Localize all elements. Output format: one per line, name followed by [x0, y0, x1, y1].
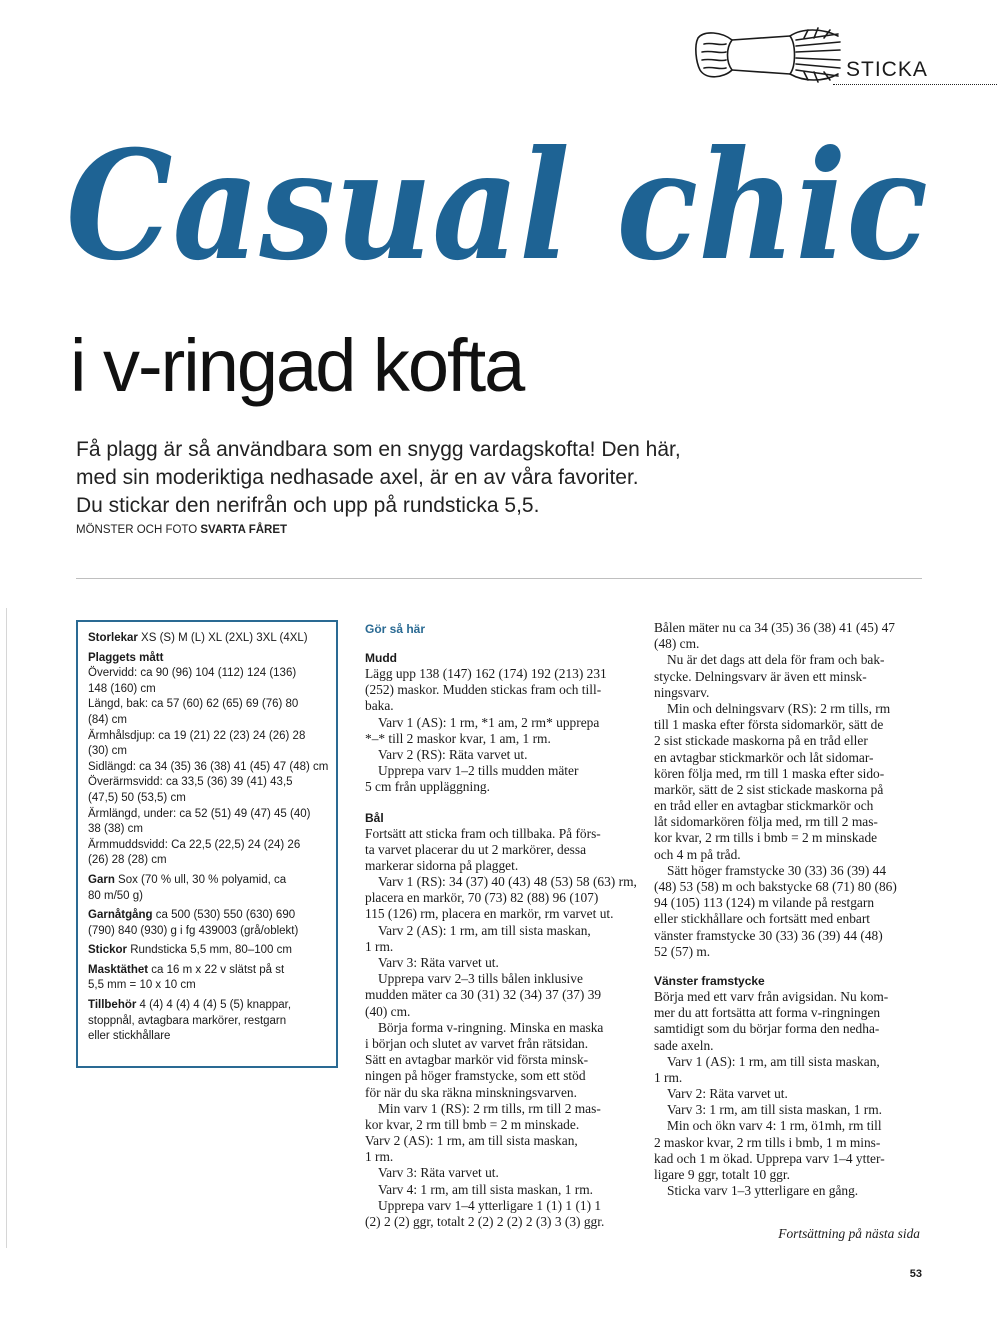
lead-line: Du stickar den nerifrån och upp på rundsticka 5,5.	[76, 494, 540, 517]
facts-accessories: Tillbehör 4 (4) 4 (4) 4 (4) 5 (5) knappar, stoppnål, avtagbara markörer, restgarn eller stickhållare	[88, 999, 292, 1043]
body-column-2: Bålen mäter nu ca 34 (35) 36 (38) 41 (45) 47 (48) cm. Nu är det dags att dela för fram och bak- stycke. Delningsvarv är även ett minsk- ningsvarv. Min och delningsvarv (RS): 2 rm tills, rm till 1 maska efter första sidomarkör, sätt de 2 sist stickade maskorna på en tråd eller en avtagbar stickmarkör och låt sidomar- kören följa med, rm till 1 maska efter sido- markör, sätt de 2 sist stickade maskorna på en tråd eller en avtagbar stickmarkör och låt sidomarkören följa med, rm till 2 mas- kor kvar, 2 rm tills i bmb = 2 m minskade och 4 m på tråd. Sätt höger framstycke 30 (33) 36 (39) 44 (48) 53 (58) m och bakstycke 68 (71) 80 (86) 94 (105) 113 (124) m vilande på restgarn eller stickhållare och fortsätt med enbart vänster framstycke 30 (33) 36 (39) 44 (48) 52 (57) m. Vänster framstycke Börja med ett varv från avigsidan. Nu kom- mer du att fortsätta att forma v-ringningen samtidigt som du börjar forma den nedha- sade axeln. Varv 1 (AS): 1 rm, am till sista maskan, 1 rm. Varv 2: Räta varvet ut. Varv 3: 1 rm, am till sista maskan, 1 rm. Min och ökn varv 4: 1 rm, ö1mh, rm till 2 maskor kvar, 2 rm tills i bmb, 1 m mins- kad och 1 m ökad. Upprepa varv 1–4 ytter- ligare 9 ggr, totalt 10 ggr. Sticka varv 1–3 ytterligare en gång.	[654, 620, 922, 1199]
facts-box	[76, 620, 338, 1068]
subtitle: i v-ringad kofta	[70, 324, 524, 407]
facts-measurements: Plaggets mått Övervidd: ca 90 (96) 104 (112) 124 (136) 148 (160) cm Längd, bak: ca 57 (60) 62 (65) 69 (76) 80 (84) cm Ärmhålsdjup: ca 19 (21) 22 (23) 24 (26) 28 (30) cm Sidlängd: ca 34 (35) 36 (38) 41 (45) 47 (48) cm Överärmsvidd: ca 33,5 (36) 39 (41) 43,5 (47,5) 50 (53,5) cm Ärmlängd, under: ca 52 (51) 49 (47) 45 (40) 38 (38) cm Ärmmuddsvidd: Ca 22,5 (22,5) 24 (24) 26 (26) 28 (28) cm	[88, 651, 329, 867]
svg-text:Casual chic: Casual chic	[66, 118, 928, 294]
facts-yarn-amount: Garnåtgång ca 500 (530) 550 (630) 690 (790) 840 (930) g i fg 439003 (grå/oblekt)	[88, 909, 299, 937]
page-number: 53	[909, 1268, 922, 1280]
lead-line: med sin moderiktiga nedhasade axel, är en av våra favoriter.	[76, 466, 639, 489]
lead-paragraph	[76, 436, 876, 520]
heading-mudd: Mudd	[365, 651, 397, 665]
credit	[76, 524, 287, 536]
divider	[76, 578, 922, 579]
facts-yarn: Garn Sox (70 % ull, 30 % polyamid, ca 80 m/50 g)	[88, 873, 287, 902]
section-tag: STICKA	[846, 58, 928, 81]
yarn-skein-icon	[692, 22, 844, 88]
credit-name: SVARTA FÅRET	[200, 524, 288, 536]
title-script	[62, 118, 932, 305]
credit-label: MÖNSTER OCH FOTO	[76, 524, 198, 536]
facts-needles: Stickor Rundsticka 5,5 mm, 80–100 cm	[88, 944, 292, 957]
section-heading: Gör så här	[365, 622, 426, 636]
heading-vanster-framstycke: Vänster framstycke	[654, 973, 765, 988]
section-tag-rule	[833, 84, 997, 85]
facts-gauge: Masktäthet ca 16 m x 22 v slätst på st 5,5 mm = 10 x 10 cm	[88, 963, 285, 992]
body-column-1: Gör så här Mudd Lägg upp 138 (147) 162 (174) 192 (213) 231 (252) maskor. Mudden stickas fram och till- baka. Varv 1 (AS): 1 rm, *1 am, 2 rm* upprepa *–* till 2 maskor kvar, 1 am, 1 rm. Varv 2 (RS): Räta varvet ut. Upprepa varv 1–2 tills mudden mäter 5 cm från uppläggning. Bål Fortsätt att sticka fram och tillbaka. På förs- ta varvet placerar du ut 2 markörer, dessa markerar sidorna på plagget. Varv 1 (RS): 34 (37) 40 (43) 48 (53) 58 (63) rm, placera en markör, 70 (73) 82 (88) 96 (107) 115 (126) rm, placera en markör, rm varvet ut. Varv 2 (AS): 1 rm, am till sista maskan, 1 rm. Varv 3: Räta varvet ut. Upprepa varv 2–3 tills bålen inklusive mudden mäter ca 30 (31) 32 (34) 37 (37) 39 (40) cm. Börja forma v-ringning. Minska en maska i början och slutet av varvet från rätsidan. Sätt en avtagbar markör vid första minsk- ningen på höger framstycke, som ett stöd för när du ska räkna minskningsvarven. Min varv 1 (RS): 2 rm tills, rm till 2 mas- kor kvar, 2 rm till bmb = 2 m minskade. Varv 2 (AS): 1 rm, am till sista maskan, 1 rm. Varv 3: Räta varvet ut. Varv 4: 1 rm, am till sista maskan, 1 rm. Upprepa varv 1–4 ytterligare 1 (1) 1 (1) 1 (2) 2 (2) ggr, totalt 2 (2) 2 (2) 2 (3) 3 (3) ggr.	[365, 622, 637, 1229]
margin-rule	[6, 608, 7, 1248]
heading-bal: Bål	[365, 810, 384, 825]
facts-sizes: Storlekar XS (S) M (L) XL (2XL) 3XL (4XL)	[88, 632, 308, 644]
lead-line: Få plagg är så användbara som en snygg vardagskofta! Den här,	[76, 438, 681, 461]
continuation-note: Fortsättning på nästa sida	[778, 1226, 920, 1241]
